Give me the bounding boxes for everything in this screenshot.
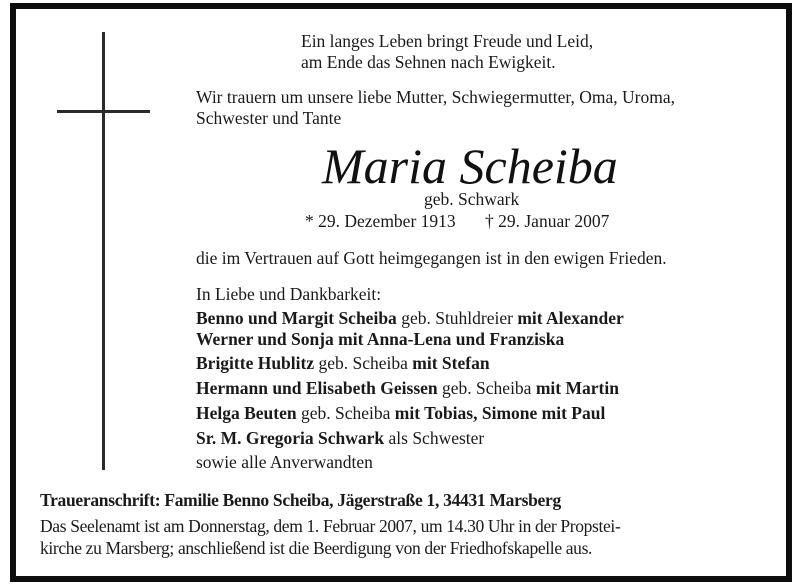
motto-line-1: Ein langes Leben bringt Freude und Leid, [301,31,594,51]
cross-icon [102,32,105,470]
service-line-2: kirche zu Marsberg; anschließend ist die Beerdigung von der Friedhofskapelle aus. [40,538,593,558]
mourner-name: Hermann und Elisabeth Geissen [196,378,438,398]
maiden-name: geb. Schwark [424,189,520,209]
mourner-maiden: geb. Scheiba [296,403,395,423]
mourner-line [196,378,619,399]
mourner-maiden: geb. Scheiba [314,353,413,373]
mourner-name: Brigitte Hublitz [196,353,315,373]
cross-icon-crossbar [57,110,150,113]
mourner-maiden: geb. Scheiba [437,378,536,398]
faith-line: die im Vertrauen auf Gott heimgegangen ist in den ewigen Frieden. [196,248,667,268]
mourner-line [196,428,484,449]
intro-line-2: Schwester und Tante [196,108,342,128]
mourner-name: Sr. M. Gregoria Schwark [196,428,385,448]
birth-date: * 29. Dezember 1913 [305,211,456,231]
relatives-line: sowie alle Anverwandten [196,452,373,472]
mourner-line [196,403,605,424]
mourner-name: Benno und Margit Scheiba [196,308,397,328]
mourner-line [196,329,564,350]
mourner-children: mit Stefan [412,353,490,373]
mourner-line [196,308,624,329]
mourner-name: Werner und Sonja mit Anna-Lena und Franziska [196,329,565,349]
motto-line-2: am Ende das Sehnen nach Ewigkeit. [301,52,556,72]
mourner-children: mit Alexander [517,308,624,328]
mourner-role: als Schwester [384,428,485,448]
deceased-name: Maria Scheiba [322,138,618,194]
mourner-name: Helga Beuten [196,403,297,423]
mourner-line [196,353,490,374]
mourner-children: mit Martin [535,378,619,398]
mourner-maiden: geb. Stuhldreier [396,308,518,328]
service-line-1: Das Seelenamt ist am Donnerstag, dem 1. Februar 2007, um 14.30 Uhr in der Propstei- [40,516,621,536]
death-date: † 29. Januar 2007 [485,211,610,231]
mourning-address: Traueranschrift: Familie Benno Scheiba, Jägerstraße 1, 34431 Marsberg [40,490,561,510]
mourners-heading: In Liebe und Dankbarkeit: [196,284,382,304]
mourner-children: mit Tobias, Simone mit Paul [394,403,606,423]
intro-line-1: Wir trauern um unsere liebe Mutter, Schwiegermutter, Oma, Uroma, [196,87,675,107]
